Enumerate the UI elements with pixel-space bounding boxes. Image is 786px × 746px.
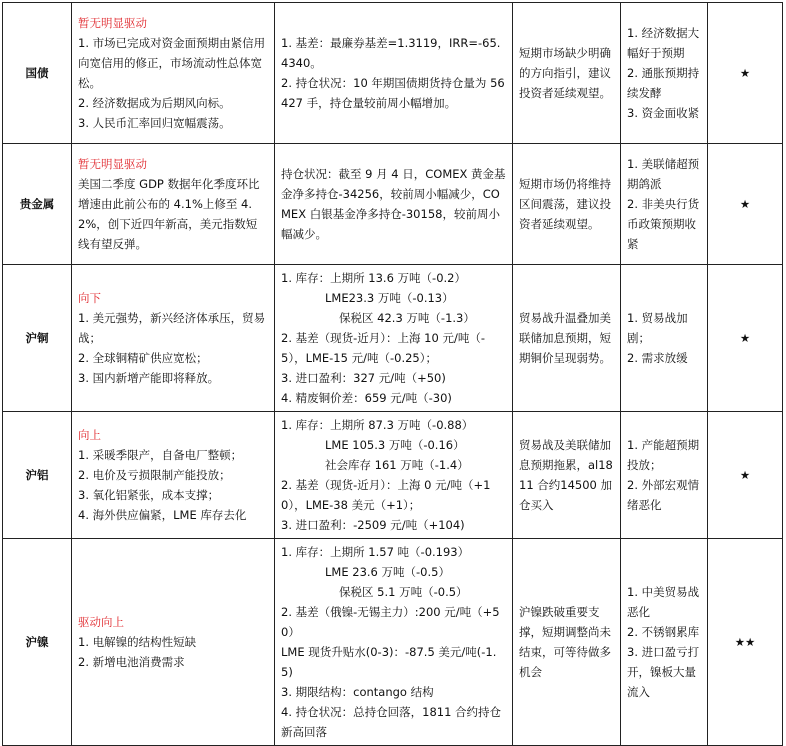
strategy-cell: 贸易战及美联储加息预期拖累，al1811 合约14500 加仓买入 [513, 412, 621, 539]
rating-stars: ★ [708, 412, 783, 539]
commodity-name: 沪铜 [3, 265, 72, 412]
risk-cell [621, 3, 708, 144]
rating-stars: ★ [708, 144, 783, 265]
driver-item: 2. 电价及亏损限制产能投放； [78, 468, 231, 482]
data-item: 2. 基差（俄镍-无锡主力）:200 元/吨（+50） [281, 605, 500, 639]
risk-item: 1. 中美贸易战恶化 [627, 585, 700, 619]
data-cell [275, 265, 513, 412]
driver-item: 3. 国内新增产能即将释放。 [78, 371, 220, 385]
driver-item: 3. 人民币汇率回归宽幅震荡。 [78, 116, 231, 130]
data-item: 3. 进口盈利：327 元/吨（+50) [281, 371, 446, 385]
data-cell [275, 539, 513, 746]
strategy-cell: 沪镍跌破重要支撑，短期调整尚未结束，可等待做多机会 [513, 539, 621, 746]
data-cell [275, 144, 513, 265]
strategy-cell: 贸易战升温叠加美联储加息预期，短期铜价呈现弱势。 [513, 265, 621, 412]
driver-title: 驱动向上 [78, 615, 124, 629]
risk-item: 1. 美联储超预期鸽派 [627, 157, 700, 191]
driver-title: 暂无明显驱动 [78, 157, 147, 171]
driver-cell [72, 539, 275, 746]
data-item: 4. 精废铜价差：659 元/吨（-30) [281, 391, 452, 405]
table-row [3, 3, 783, 144]
risk-cell [621, 539, 708, 746]
driver-item: 3. 氧化铝紧张，成本支撑； [78, 488, 220, 502]
driver-cell [72, 144, 275, 265]
commodity-name: 贵金属 [3, 144, 72, 265]
table-row [3, 412, 783, 539]
data-item: 1. 库存：上期所 87.3 万吨（-0.88） [281, 418, 474, 432]
rating-stars: ★★ [708, 539, 783, 746]
strategy-cell: 短期市场仍将维持区间震荡，建议投资者延续观望。 [513, 144, 621, 265]
market-summary-table [2, 2, 783, 746]
driver-cell [72, 265, 275, 412]
driver-item: 4. 海外供应偏紧，LME 库存去化 [78, 508, 247, 522]
data-item: 持仓状况：截至 9 月 4 日，COMEX 黄金基金净多持仓-34256，较前周小幅减少，COMEX 白银基金净多持仓-30158，较前周小幅减少。 [281, 167, 506, 241]
data-item: 保税区 42.3 万吨（-1.3） [339, 311, 475, 325]
commodity-name: 国债 [3, 3, 72, 144]
risk-item: 1. 产能超预期投放； [627, 438, 700, 472]
data-item: 2. 基差（现货-近月）：上海 0 元/吨（+10），LME-38 美元（+1）； [281, 478, 491, 512]
data-item: 3. 进口盈利：-2509 元/吨（+104) [281, 518, 465, 532]
data-item: 社会库存 161 万吨（-1.4） [325, 458, 469, 472]
data-item: 4. 持仓状况：总持仓回落，1811 合约持仓新高回落 [281, 705, 502, 739]
driver-item: 1. 美元强势，新兴经济体承压，贸易战； [78, 311, 266, 345]
rating-stars: ★ [708, 265, 783, 412]
driver-item: 1. 采暖季限产，自备电厂整顿； [78, 448, 243, 462]
driver-item: 2. 经济数据成为后期风向标。 [78, 96, 231, 110]
driver-item: 1. 电解镍的结构性短缺 [78, 635, 197, 649]
data-item: LME 105.3 万吨（-0.16） [325, 438, 465, 452]
driver-item: 1. 市场已完成对资金面预期由紧信用向宽信用的修正，市场流动性总体宽松。 [78, 36, 266, 90]
risk-item: 1. 贸易战加剧； [627, 311, 688, 345]
risk-item: 3. 进口盈亏打开，镍板大量流入 [627, 645, 700, 699]
risk-cell [621, 265, 708, 412]
driver-title: 向上 [78, 428, 101, 442]
data-item: 3. 期限结构：contango 结构 [281, 685, 434, 699]
risk-item: 2. 外部宏观情绪恶化 [627, 478, 700, 512]
driver-cell [72, 412, 275, 539]
data-item: 2. 基差（现货-近月）：上海 10 元/吨（-5），LME-15 元/吨（-0.25）； [281, 331, 485, 365]
data-item: 2. 持仓状况：10 年期国债期货持仓量为 56427 手，持仓量较前周小幅增加。 [281, 76, 505, 110]
risk-item: 3. 资金面收紧 [627, 106, 700, 120]
data-item: LME 23.6 万吨（-0.5） [325, 565, 450, 579]
data-item: LME 现货升贴水(0-3)：-87.5 美元/吨(-1.5) [281, 645, 497, 679]
strategy-cell: 短期市场缺少明确的方向指引，建议投资者延续观望。 [513, 3, 621, 144]
data-item: LME23.3 万吨（-0.13） [325, 291, 454, 305]
table-row [3, 144, 783, 265]
commodity-name: 沪铝 [3, 412, 72, 539]
data-item: 1. 库存：上期所 1.57 吨（-0.193） [281, 545, 470, 559]
data-item: 1. 基差：最廉券基差=1.3119，IRR=-65.4340。 [281, 36, 501, 70]
table-row [3, 265, 783, 412]
rating-stars: ★ [708, 3, 783, 144]
risk-cell [621, 412, 708, 539]
risk-item: 1. 经济数据大幅好于预期 [627, 26, 700, 60]
commodity-name: 沪镍 [3, 539, 72, 746]
driver-title: 暂无明显驱动 [78, 16, 147, 30]
data-item: 保税区 5.1 万吨（-0.5） [339, 585, 468, 599]
driver-title: 向下 [78, 291, 101, 305]
data-item: 1. 库存：上期所 13.6 万吨（-0.2） [281, 271, 466, 285]
risk-item: 2. 需求放缓 [627, 351, 688, 365]
risk-item: 2. 非美央行货币政策预期收紧 [627, 197, 700, 251]
risk-cell [621, 144, 708, 265]
driver-item: 2. 新增电池消费需求 [78, 655, 185, 669]
driver-cell [72, 3, 275, 144]
data-cell [275, 412, 513, 539]
table-row [3, 539, 783, 746]
driver-item: 美国二季度 GDP 数据年化季度环比增速由此前公布的 4.1%上修至 4.2%，创下近四年新高，美元指数短线有望反弹。 [78, 177, 260, 251]
driver-item: 2. 全球铜精矿供应宽松； [78, 351, 208, 365]
risk-item: 2. 不锈钢累库 [627, 625, 700, 639]
data-cell [275, 3, 513, 144]
risk-item: 2. 通胀预期持续发酵 [627, 66, 700, 100]
